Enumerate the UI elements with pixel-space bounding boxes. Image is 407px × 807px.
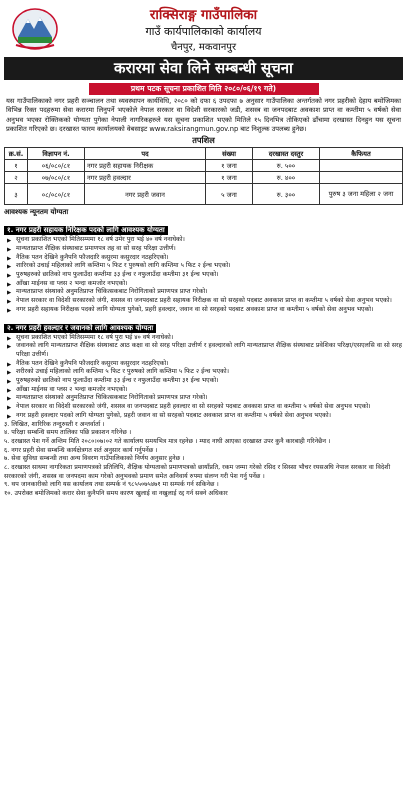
cell-remarks <box>320 160 403 172</box>
cell-ad-no: ०६/०८०/८१ <box>28 160 85 172</box>
intro-paragraph: यस गाउँपालिकाको नगर प्रहरी सञ्चालन तथा व्यवस्थापन कार्यविधि, २०८० को दफा ६ उपदफा ७ अनुसार गाउँपालिका अन्तर्गतको नगर प्रहरीको देहाय बमोजिमका विभिन्न रिक्त पदहरुमा सेवा करारमा लिनुपर्ने भएकोले नेपाल सरकार वा विदेशी सरकारको जडी, शसस्त्र वा जनपदबाट अवकाश प्राप्त वा कम्तीमा ५ वर्षको सेवा अनुभव भएका रोक्तिकको योग्यता पुगेका नेपाली नागरिकहरुले यस सूचना प्रकाशित भएको मितिले १५ दिनभित्र तोकिएको ढाँचामा दरखास्त दिनहुन यस सूचना प्रकाशित गरिएको छ। दरखास्त फारम कार्यालयको वेबसाइट www.raksirangmun.gov.np बाट निशुल्क उपलब्ध हुनेछ। <box>6 97 401 133</box>
col-serial: क्र.सं. <box>5 148 28 160</box>
col-count: संख्या <box>206 148 253 160</box>
cell-post: नगर प्रहरी हवल्दार <box>85 172 206 184</box>
q1-title: १. नगर प्रहरी सहायक निरिक्षक पदको लागि आवश्यक योग्यता <box>4 226 168 235</box>
letterhead <box>4 3 403 55</box>
note-item: ९. थप जानकारीको लागि यस कार्यालय तथा सम्पर्क नं ९८५५०७५४७१ मा सम्पर्क गर्न सकिनेछ । <box>4 481 219 489</box>
col-ad-no: विज्ञापन नं. <box>28 148 85 160</box>
note-item: ६. नगर प्रहरी सेवा सम्बन्धि कार्यक्षेत्रगत शर्त अनुसार कार्य गर्नुपर्नेछ । <box>4 446 158 454</box>
office-name: राक्सिराङ्ग गाउँपालिका <box>149 7 258 23</box>
cell-fee: रु. ३०० <box>253 184 320 205</box>
list-item: ▶ नगर प्रहरी सहायक निरीक्षक पदको लागि योग्यता पुगेको, प्रहरी हवल्दार, जवान वा सो सरहको पदबाट अवकाश प्राप्त वा कम्तीमा ५ वर्षको सेवा अनुभव भएको। <box>16 306 403 315</box>
vacancy-table <box>4 147 403 205</box>
note-item: १०. उपरोक्त बमोजिमको करार सेवा कुनैपनि समय कारण खुलाई वा नखुलाई रद्द गर्न सक्ने अधिकार <box>4 490 228 498</box>
note-item: ५. दरखास्त पेश गर्ने अन्तिम मिति २०८०।०७।०२ गते कार्यालय समयभित्र मात्र रहनेछ । म्याद नाघी आएका दरखास्त उपर कुनै कारबाही गरिनेछैन । <box>4 437 331 445</box>
list-item: ▶ नेपाल सरकार वा विदेशी सरकारको जंगी, शसस्त्र वा जनपदबाट प्रहरी सहायक निरीक्षक वा सो सरहको पदबाट अवकाश प्राप्त वा कम्तीमा ५ वर्षको सेवा अनुभव भएको। <box>16 297 403 306</box>
list-item: ▶ पुरुषहरुको छातिको नाप फुलाउँदा कम्तीमा ३३ ईन्च र नफुलाउँदा कम्तीमा ३१ ईन्च भएको। <box>16 377 403 386</box>
cell-serial: २ <box>5 172 28 184</box>
list-item: ▶ नैतिक पतन देखिने कुनैपनि फौजदारि कसुरमा कसुरदार नठहरिएको। <box>16 254 403 263</box>
publication-date: प्रथम पटक सूचना प्रकाशित मिति २०८०/०६/१९ गते) <box>89 83 319 95</box>
list-item: ▶ सूचना प्रकाशित भएको मितिसम्ममा १८ वर्ष पुरा भई ४० वर्ष ननाघेको। <box>16 334 403 343</box>
cell-remarks: पुरुष ३ जना महिला २ जना <box>320 184 403 205</box>
table-row <box>5 160 403 172</box>
list-item: ▶ जवानको लागि मान्यताप्राप्त शैक्षिक संस्थाबाट आठ कक्षा वा सो सरह परिक्षा उत्तीर्ण र हवल्दारको लागि मान्यताप्राप्त शैक्षिक संस्थाबाट प्रवेशिका परिक्षा/एसएलसि वा सो सरह परिक्षा उत्तीर्ण। <box>16 342 403 359</box>
office-subtitle: गाउँ कार्यपालिकाको कार्यालय <box>145 25 262 38</box>
list-item: ▶ आँखा माईनस वा प्लस २ भन्दा कमजोर नभएको। <box>16 280 403 289</box>
list-item: ▶ मान्यताप्राप्त संस्थाको अनुमतिप्राप्त चिकित्सकबाट निरोगिताको प्रमाणपत्र प्राप्त गरेको। <box>16 394 403 403</box>
cell-ad-no: ०८/०८०/८१ <box>28 184 85 205</box>
table-title: तपशिल <box>192 135 215 146</box>
office-address: चैनपुर, मकवानपुर <box>170 42 237 53</box>
list-item: ▶ शारिरको उचाई महिलाको लागि कम्तिमा ५ फिट र पुरुषको लागि कम्तिमा ५ फिट २ ईन्च भएको। <box>16 262 403 271</box>
note-item: ४. परिक्षा सम्बन्धि समय तालिका पछि प्रकाशन गरिनेछ । <box>4 429 132 437</box>
list-item: ▶ नेपाल सरकार वा विदेशी सरकारको जंगी, शसस्त्र वा जनपदबाट प्रहरी हवल्दार वा सो सरहको पदबाट अवकाश प्राप्त वा कम्तीमा ५ वर्षको सेवा अनुभव भएको। <box>16 403 403 412</box>
q1-list <box>4 236 403 314</box>
cell-ad-no: ०७/०८०/८१ <box>28 172 85 184</box>
cell-post: नगर प्रहरी जवान <box>85 184 206 205</box>
list-item: ▶ शरीरको उचाई महिलाको लागि कम्तिमा ५ फिट र पुरुषको लागि कम्तिमा ५ फिट २ ईन्च भएको। <box>16 368 403 377</box>
list-item: ▶ नगर प्रहरी हवल्दार पदको लागि योग्यता पुगेको, प्रहरी जवान वा सो सरहको पदबाट अवकाश प्राप्त वा कम्तीमा ५ वर्षको सेवा अनुभव भएको। <box>16 412 403 421</box>
table-row <box>5 184 403 205</box>
cell-count: १ जना <box>206 172 253 184</box>
col-remarks: कैफियत <box>320 148 403 160</box>
notice-title: करारमा सेवा लिने सम्बन्धी सूचना <box>4 57 403 80</box>
note-item: ७. सेवा सुविधा सम्बन्धी तथा अन्य विवरण गाउँपालिकाको निर्णय अनुसार हुनेछ । <box>4 455 185 463</box>
list-item: ▶ सूचना प्रकाशित भएको मितिसम्ममा १८ वर्ष उमेर पुरा भई ४० वर्ष ननाघेको। <box>16 236 403 245</box>
cell-fee: रु. ४०० <box>253 172 320 184</box>
note-item: ३. लिखित, शारिरिक तन्दुरुस्ती र अन्तर्वार्ता । <box>4 420 105 428</box>
cell-remarks <box>320 172 403 184</box>
note-item: ८. दरखास्त साथमा नागरिकता प्रमाणपत्रको प्रतिलिपि, शैक्षिक योग्यताको प्रमाणपत्रको छायाँप्रति, रकम जम्मा गरेको रसिद र सिस्सा भौचर रयसअघि नेपाल सरकार वा विदेशी सरकारको जंगी, शसस्त्र वा जनपदमा काम गरेको अनुभवको प्रमाण समेत अनिवार्य रुपमा संलग्न गरी पेश गर्नु पर्नेछ । <box>4 464 391 480</box>
list-item: ▶ मान्यताप्राप्त शैक्षिक संस्थाबाट प्रमाणपत्र तह वा सो सरह परिक्षा उत्तीर्ण। <box>16 245 403 254</box>
col-fee: दरखास्त दस्तुर <box>253 148 320 160</box>
cell-post: नगर प्रहरी सहायक निरीक्षक <box>85 160 206 172</box>
col-post: पद <box>85 148 206 160</box>
cell-serial: ३ <box>5 184 28 205</box>
list-item: ▶ आँखा माईनस वा प्लस २ भन्दा कमजोर नभएको। <box>16 386 403 395</box>
table-row <box>5 172 403 184</box>
list-item: ▶ मान्यताप्राप्त संस्थाको अनुमतिप्राप्त चिकित्सकबाट निरोगिताको प्रमाणपत्र प्राप्त गरेको। <box>16 288 403 297</box>
table-header-row <box>5 148 403 160</box>
notes-section <box>4 421 403 499</box>
cell-count: ५ जना <box>206 184 253 205</box>
cell-serial: १ <box>5 160 28 172</box>
cell-count: १ जना <box>206 160 253 172</box>
cell-fee: रु. ५०० <box>253 160 320 172</box>
q2-title: २. नगर प्रहरी हवल्दार र जवानको लागि आवश्यक योग्यता <box>4 324 156 333</box>
list-item: ▶ पुरुषहरुको छातिको नाप फुलाउँदा कम्तीमा ३३ ईन्च र नफुलाउँदा कम्तीमा ३१ ईन्च भएको। <box>16 271 403 280</box>
qualification-heading: आवश्यक न्यूनतम योग्यता <box>4 208 69 217</box>
list-item: ▶ नैतिक पतन देखिने कुनैपनि फौजदारि कसुरमा कसुरदार नठहरिएको। <box>16 360 403 369</box>
q2-list <box>4 334 403 421</box>
